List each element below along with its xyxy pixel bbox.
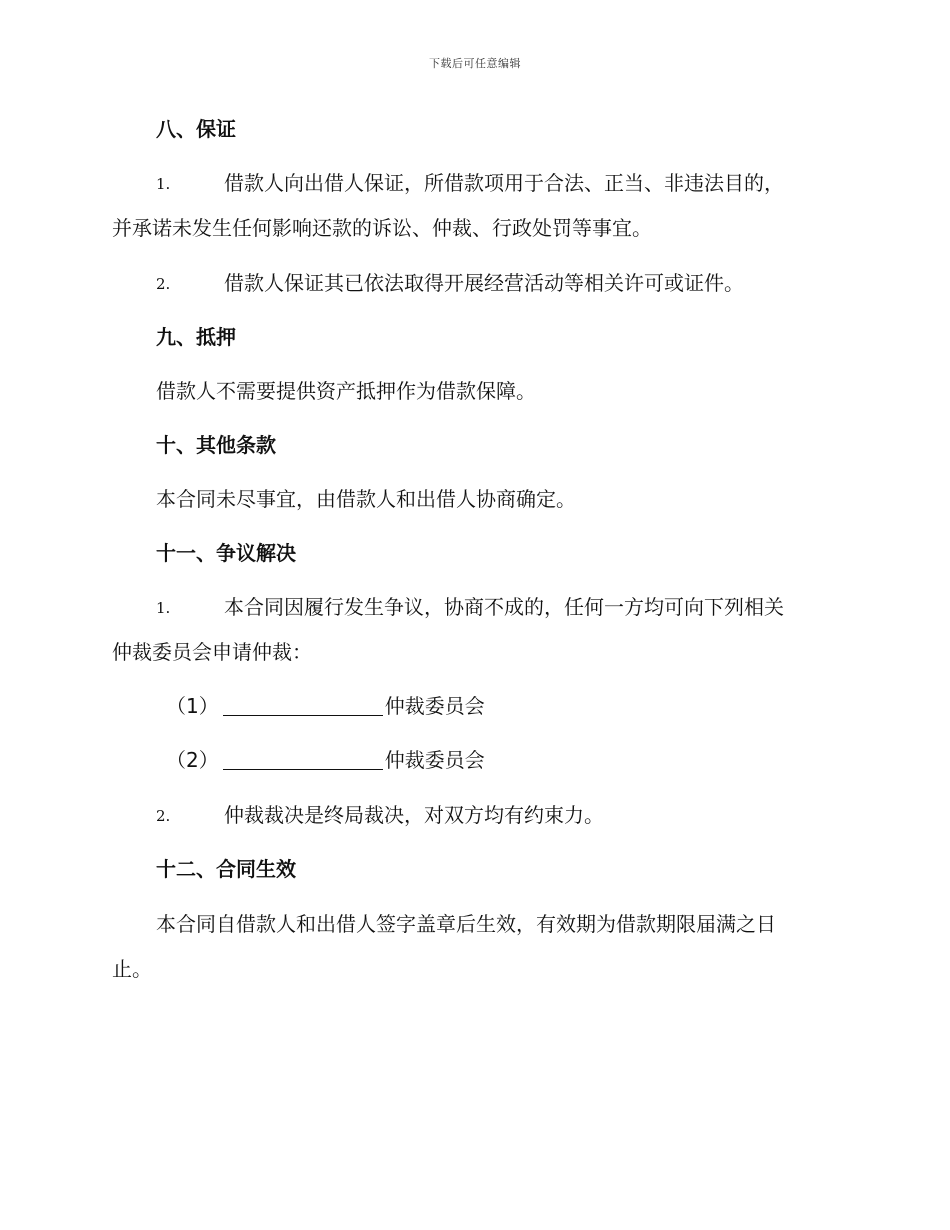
section-8-item-1-number: 1. [156,175,171,193]
arbitration-option-1-label: （1） [166,694,219,718]
arbitration-option-2-blank [223,749,383,770]
section-11-item-1-line-2: 仲裁委员会申请仲裁： [112,640,312,664]
header-note: 下载后可任意编辑 [429,57,521,70]
section-11-item-2-number: 2. [156,807,171,825]
section-8-item-1-line-1: 借款人向出借人保证，所借款项用于合法、正当、非违法目的， [224,171,784,195]
section-8-heading: 八、保证 [156,117,236,141]
arbitration-option-1-suffix: 仲裁委员会 [384,694,485,718]
section-11-heading: 十一、争议解决 [156,541,296,565]
arbitration-option-2 [166,747,485,773]
section-8-item-2-text: 借款人保证其已依法取得开展经营活动等相关许可或证件。 [224,271,744,295]
section-12-line-2: 止。 [112,957,152,981]
section-8-item-2-number: 2. [156,275,171,293]
section-10-heading: 十、其他条款 [156,433,276,457]
section-11-item-1-line-1: 本合同因履行发生争议，协商不成的，任何一方均可向下列相关 [224,595,784,619]
section-12-line-1: 本合同自借款人和出借人签字盖章后生效，有效期为借款期限届满之日 [156,912,776,936]
section-11-item-1-number: 1. [156,599,171,617]
section-8-item-1-line-2: 并承诺未发生任何影响还款的诉讼、仲裁、行政处罚等事宜。 [112,216,652,240]
arbitration-option-1-blank [223,695,383,716]
section-12-heading: 十二、合同生效 [156,857,296,881]
arbitration-option-1 [166,693,485,719]
section-9-text: 借款人不需要提供资产抵押作为借款保障。 [156,379,536,403]
arbitration-option-2-suffix: 仲裁委员会 [384,748,485,772]
arbitration-option-2-label: （2） [166,748,219,772]
section-9-heading: 九、抵押 [156,325,236,349]
section-10-text: 本合同未尽事宜，由借款人和出借人协商确定。 [156,487,576,511]
section-11-item-2-text: 仲裁裁决是终局裁决，对双方均有约束力。 [224,803,604,827]
